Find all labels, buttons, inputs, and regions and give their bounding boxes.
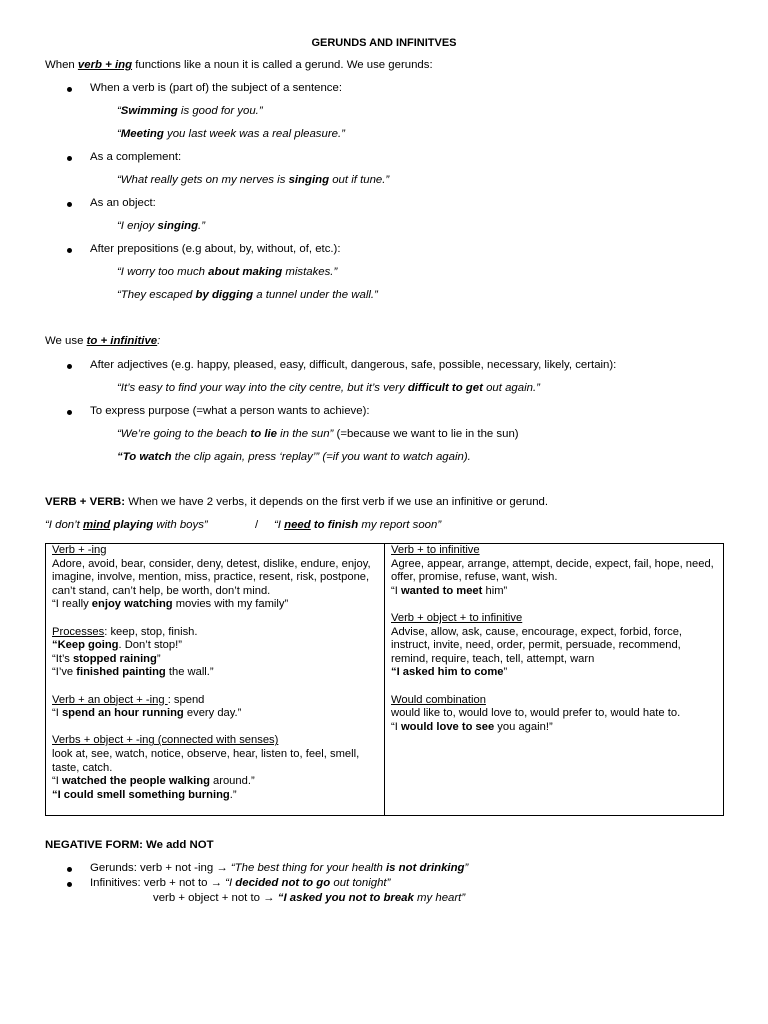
bullet-icon: [67, 248, 72, 253]
text-run: mind: [83, 519, 111, 531]
text-run: my report soon”: [358, 519, 442, 531]
verb-verb-example: [274, 519, 441, 531]
negative-item: [90, 862, 468, 874]
text-run: is good for you.”: [177, 105, 263, 117]
text-run: After prepositions (e.g about, by, without, of, etc.):: [90, 243, 341, 255]
text-run: “The best thing for your health: [230, 862, 387, 874]
table-line: [391, 721, 717, 735]
line-gap: [391, 598, 717, 612]
table-line: [391, 666, 717, 680]
negative-title: [45, 839, 214, 851]
text-run: After adjectives (e.g. happy, pleased, easy, difficult, dangerous, safe, possible, necessary, likely, certain):: [90, 359, 617, 371]
gerund-example: [117, 220, 205, 232]
line-gap: [391, 680, 717, 694]
infinitive-intro: [45, 335, 160, 347]
text-run: “I really: [52, 598, 92, 611]
text-run: him”: [482, 584, 508, 597]
text-run: Infinitives: verb + not to →: [90, 877, 226, 889]
text-run: “I: [391, 584, 401, 597]
text-run: “It’s: [52, 652, 73, 665]
gerund-example: [117, 128, 345, 140]
text-run: would like to, would love to, would prefer to, would hate to.: [391, 707, 681, 720]
text-run: out if tune.”: [329, 174, 390, 186]
text-run: look at, see, watch, notice, observe, hear, listen to, feel, smell, taste, catch.: [52, 747, 360, 774]
infinitive-use-label: [90, 359, 616, 371]
text-run: When: [45, 59, 78, 71]
text-run: need: [284, 519, 311, 531]
text-run: VERB + VERB:: [45, 496, 126, 508]
text-run: you again!”: [494, 720, 553, 733]
text-run: Advise, allow, ask, cause, encourage, expect, forbid, force, instruct, invite, need, order, permit, persuade, recommend, remind, require, teach, tell, attempt, warn: [391, 625, 683, 665]
text-run: As a complement:: [90, 151, 182, 163]
text-run: When we have 2 verbs, it depends on the first verb if we use an infinitive or gerund.: [125, 496, 549, 508]
text-run: Meeting: [120, 128, 164, 140]
text-run: in the sun”: [277, 428, 337, 440]
page-title: GERUNDS AND INFINITVES: [311, 37, 457, 49]
bullet-icon: [67, 202, 72, 207]
text-run: : spend: [167, 693, 205, 706]
text-run: with boys”: [153, 519, 208, 531]
text-run: “I: [52, 707, 62, 720]
text-run: Verb + an object + -ing: [52, 693, 168, 706]
infinitive-example: [117, 451, 471, 463]
text-run: out tonight”: [330, 877, 391, 889]
table-line: [52, 775, 378, 789]
bullet-icon: [67, 882, 72, 887]
text-run: stopped raining: [72, 652, 157, 665]
text-run: to + infinitive: [86, 335, 158, 347]
text-run: decided not to go: [235, 877, 331, 889]
table-line: [52, 666, 378, 680]
table-line: [52, 544, 378, 558]
text-run: the wall.”: [165, 666, 214, 679]
table-line: [391, 694, 717, 708]
gerund-intro: [45, 59, 433, 71]
text-run: Adore, avoid, bear, consider, deny, detest, dislike, endure, enjoy, imagine, involve, mention, miss, practice, resent, risk, postpone, can’t stand, can’t help, be worth, don’t mind.: [52, 557, 371, 597]
gerund-use-label: [90, 243, 341, 255]
gerund-use-label: [90, 197, 156, 209]
text-run: “I asked him to come: [391, 666, 504, 679]
text-run: wanted to meet: [400, 584, 483, 597]
table-line: [52, 694, 378, 708]
text-run: .”: [229, 788, 237, 801]
table-line: [391, 612, 717, 626]
text-run: you last week was a real pleasure.”: [163, 128, 345, 140]
bullet-icon: [67, 867, 72, 872]
verb-verb-example: [45, 519, 208, 531]
text-run: “: [117, 105, 121, 117]
text-run: “I asked you not to break: [277, 892, 414, 904]
infinitive-verbs-cell: [385, 544, 724, 816]
text-run: “I: [52, 775, 62, 788]
text-run: singing: [157, 220, 199, 232]
text-run: (=if you want to watch again).: [322, 451, 471, 463]
table-line: [52, 598, 378, 612]
table-line: [391, 585, 717, 599]
text-run: Agree, appear, arrange, attempt, decide, expect, fail, hope, need, offer, promise, refuse, want, wish.: [391, 557, 714, 584]
text-run: ”: [503, 666, 508, 679]
gerund-example: [117, 289, 378, 301]
text-run: NEGATIVE FORM: We add NOT: [45, 839, 214, 851]
line-gap: [52, 721, 378, 735]
text-run: singing: [288, 174, 330, 186]
gerund-use-label: [90, 151, 181, 163]
infinitive-use-label: [90, 405, 370, 417]
text-run: “We’re going to the beach: [117, 428, 251, 440]
text-run: to finish: [313, 519, 359, 531]
text-run: .”: [198, 220, 205, 232]
table-line: [52, 734, 378, 748]
text-run: to lie: [250, 428, 277, 440]
text-run: As an object:: [90, 197, 156, 209]
text-run: about making: [208, 266, 283, 278]
text-run: “Keep going: [52, 639, 119, 652]
text-run: ”: [156, 652, 161, 665]
table-line: [391, 558, 717, 585]
table-line: [52, 789, 378, 803]
text-run: “It’s easy to find your way into the city centre, but it’s very: [117, 382, 408, 394]
text-run: “I: [391, 720, 401, 733]
text-run: Gerunds: verb + not -ing →: [90, 862, 231, 874]
infinitive-example: [117, 428, 519, 440]
bullet-icon: [67, 364, 72, 369]
text-run: by digging: [195, 289, 254, 301]
text-run: Swimming: [120, 105, 178, 117]
text-run: every day.”: [183, 707, 242, 720]
text-run: When a verb is (part of) the subject of a sentence:: [90, 82, 342, 94]
text-run: verb + object + not to →: [153, 892, 278, 904]
table-line: [52, 626, 378, 640]
text-run: movies with my family”: [172, 598, 289, 611]
text-run: spend an hour running: [61, 707, 184, 720]
text-run: Verb + -ing: [52, 544, 107, 556]
text-run: difficult to get: [407, 382, 483, 394]
text-run: “I worry too much: [117, 266, 209, 278]
text-run: “I don’t: [45, 519, 83, 531]
text-run: We use: [45, 335, 87, 347]
gerund-example: [117, 174, 389, 186]
text-run: Verbs + object + -ing (connected with senses): [52, 734, 279, 747]
infinitive-example: [117, 382, 540, 394]
line-gap: [52, 680, 378, 694]
gerund-example: [117, 266, 337, 278]
table-line: [52, 653, 378, 667]
bullet-icon: [67, 410, 72, 415]
text-run: To express purpose (=what a person wants to achieve):: [90, 405, 370, 417]
table-line: [52, 748, 378, 775]
text-run: my heart”: [413, 892, 466, 904]
text-run: the clip again, press ‘replay’”: [171, 451, 323, 463]
gerund-use-label: [90, 82, 342, 94]
text-run: out again.”: [482, 382, 540, 394]
example-separator: /: [255, 519, 259, 531]
table-line: [391, 626, 717, 667]
text-run: “To watch: [117, 451, 172, 463]
text-run: finished painting: [76, 666, 166, 679]
text-run: ”: [464, 862, 469, 874]
text-run: “What really gets on my nerves is: [117, 174, 289, 186]
line-gap: [52, 612, 378, 626]
table-line: [391, 707, 717, 721]
text-run: Verb + to infinitive: [391, 544, 480, 556]
text-run: “I’ve: [52, 666, 77, 679]
text-run: Verb + object + to infinitive: [391, 611, 523, 624]
text-run: watched the people walking: [61, 775, 210, 788]
text-run: “: [117, 128, 121, 140]
verb-verb-intro: [45, 496, 548, 508]
table-line: [52, 558, 378, 599]
bullet-icon: [67, 87, 72, 92]
text-run: “I enjoy: [117, 220, 158, 232]
text-run: . Don’t stop!”: [118, 639, 182, 652]
table-line: [52, 707, 378, 721]
table-line: [391, 544, 717, 558]
gerund-verbs-cell: [46, 544, 385, 816]
text-run: verb + ing: [77, 59, 133, 71]
text-run: Would combination: [391, 693, 486, 706]
text-run: is not drinking: [386, 862, 465, 874]
text-run: a tunnel under the wall.”: [253, 289, 378, 301]
text-run: mistakes.”: [282, 266, 338, 278]
text-run: : keep, stop, finish.: [104, 625, 198, 638]
text-run: functions like a noun it is called a gerund. We use gerunds:: [132, 59, 433, 71]
text-run: Processes: [52, 625, 105, 638]
verb-pattern-table: [45, 543, 724, 816]
negative-item: [90, 877, 390, 889]
text-run: “I: [274, 519, 285, 531]
table-line: [52, 639, 378, 653]
text-run: (=because we want to lie in the sun): [336, 428, 519, 440]
text-run: playing: [113, 519, 154, 531]
text-run: enjoy watching: [91, 598, 173, 611]
negative-item-continuation: [153, 892, 465, 904]
text-run: “I: [225, 877, 236, 889]
gerund-example: [117, 105, 263, 117]
text-run: would love to see: [400, 720, 495, 733]
text-run: “I could smell something burning: [52, 788, 230, 801]
text-run: around.”: [209, 775, 255, 788]
text-run: “They escaped: [117, 289, 196, 301]
text-run: :: [157, 335, 161, 347]
bullet-icon: [67, 156, 72, 161]
